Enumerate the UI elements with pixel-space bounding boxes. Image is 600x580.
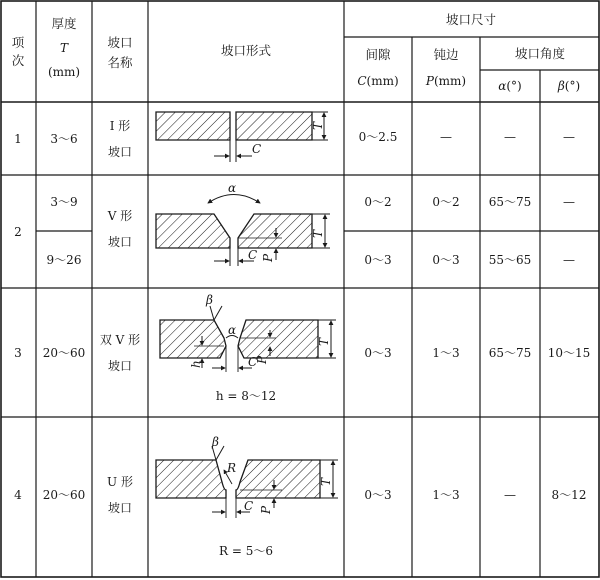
i-groove-left-plate	[156, 112, 230, 140]
double-v-label-c: C	[248, 355, 258, 369]
header-root-face-unit	[425, 74, 466, 88]
double-v-label-h: h	[189, 360, 203, 368]
u-groove-right-plate	[236, 460, 320, 498]
i-groove-right-plate	[236, 112, 312, 140]
double-v-left-plate	[160, 320, 226, 358]
row-2a-beta: —	[563, 195, 575, 209]
i-groove-label-c: C	[252, 142, 262, 156]
double-v-note: h = 8～12	[215, 389, 277, 403]
header-root-face-symbol: P	[425, 74, 434, 88]
u-groove-label-c: C	[244, 499, 254, 513]
row-1-name-l1: I 形	[109, 119, 131, 133]
header-gap-symbol: C	[357, 74, 367, 88]
v-groove-label-c: C	[248, 248, 258, 262]
double-v-label-beta: β	[206, 293, 213, 307]
row-2a-thickness: 3～9	[50, 195, 78, 209]
table-row-2	[14, 181, 575, 267]
header-gap-unit	[357, 74, 398, 88]
v-groove-label-p: P	[261, 253, 275, 262]
header-gap-unit-text: (mm)	[366, 74, 399, 88]
row-2b-gap: 0～3	[364, 253, 392, 267]
row-3-no: 3	[14, 346, 22, 360]
double-v-label-alpha: α	[228, 323, 237, 337]
header-groove-form: 坡口形式	[220, 43, 272, 58]
header-root-face-unit-text: (mm)	[433, 74, 467, 88]
row-3-thickness: 20～60	[42, 346, 86, 360]
header-thickness-title: 厚度	[51, 16, 77, 31]
header-beta-unit: (°)	[564, 79, 581, 93]
u-groove-label-p: P	[259, 505, 273, 514]
v-groove-right-plate	[238, 214, 312, 248]
row-1-root-face: —	[440, 130, 452, 144]
row-1-name-l2: 坡口	[107, 145, 133, 159]
table-row-1	[14, 112, 575, 162]
double-v-label-t: T	[317, 337, 331, 346]
u-groove-label-r: R	[227, 461, 237, 475]
i-groove-label-t: T	[311, 121, 325, 130]
table-row-3	[14, 293, 590, 403]
table-row-4	[14, 435, 586, 558]
header-item-no-1: 项	[11, 35, 25, 50]
v-groove-label-alpha: α	[228, 181, 237, 195]
row-4-no: 4	[14, 488, 22, 502]
row-1-gap: 0～2.5	[358, 130, 398, 144]
double-v-groove-diagram	[160, 293, 336, 403]
header-groove-name-2: 名称	[107, 55, 133, 70]
header-beta	[557, 79, 580, 93]
row-4-alpha: —	[504, 488, 516, 502]
row-3-beta: 10～15	[547, 346, 591, 360]
v-groove-left-plate	[156, 214, 230, 248]
header-groove-size: 坡口尺寸	[445, 12, 497, 27]
u-groove-left-plate	[156, 460, 226, 498]
v-groove-label-t: T	[311, 229, 325, 238]
row-4-name-l2: 坡口	[107, 501, 133, 515]
header-groove-name-1: 坡口	[107, 35, 133, 50]
row-3-name-l1: 双 V 形	[99, 333, 141, 347]
row-2a-gap: 0～2	[364, 195, 392, 209]
header-alpha-unit: (°)	[506, 79, 522, 93]
row-4-gap: 0～3	[364, 488, 392, 502]
row-1-thickness: 3～6	[50, 132, 78, 146]
row-3-gap: 0～3	[364, 346, 392, 360]
row-3-root-face: 1～3	[432, 346, 460, 360]
header-alpha-symbol: α	[498, 79, 507, 93]
row-3-alpha: 65～75	[488, 346, 532, 360]
header-item-no-2: 次	[11, 53, 25, 68]
header-beta-symbol: β	[557, 79, 565, 93]
row-3-name-l2: 坡口	[107, 359, 133, 373]
row-4-root-face: 1～3	[432, 488, 460, 502]
row-2-no: 2	[14, 225, 22, 239]
row-4-thickness: 20～60	[42, 488, 86, 502]
row-2-name-l1: V 形	[107, 209, 133, 223]
double-v-label-p: P	[255, 355, 269, 364]
i-groove-diagram	[156, 112, 328, 162]
row-2a-alpha: 65～75	[488, 195, 532, 209]
row-2-name-l2: 坡口	[107, 235, 133, 249]
header-alpha	[498, 79, 521, 93]
row-2b-root-face: 0～3	[432, 253, 460, 267]
header-thickness-symbol: T	[59, 41, 69, 55]
double-v-right-plate	[238, 320, 318, 358]
row-1-alpha: —	[504, 130, 516, 144]
header-groove-angle: 坡口角度	[514, 46, 566, 61]
row-2b-beta: —	[563, 253, 575, 267]
u-groove-diagram	[156, 435, 338, 558]
row-1-beta: —	[563, 130, 575, 144]
header-gap-title: 间隙	[365, 47, 391, 62]
u-groove-note: R = 5～6	[219, 544, 273, 558]
row-2b-thickness: 9～26	[46, 253, 82, 267]
u-groove-label-t: T	[319, 477, 333, 486]
row-2a-root-face: 0～2	[432, 195, 460, 209]
row-2b-alpha: 55～65	[488, 253, 532, 267]
header-thickness-unit: (mm)	[47, 65, 81, 79]
row-4-name-l1: U 形	[107, 475, 133, 489]
row-4-beta: 8～12	[551, 488, 587, 502]
u-groove-label-beta: β	[212, 435, 219, 449]
table-header	[12, 12, 580, 93]
header-root-face-title: 钝边	[433, 47, 459, 62]
v-groove-diagram	[156, 181, 330, 266]
row-1-no: 1	[14, 132, 22, 146]
